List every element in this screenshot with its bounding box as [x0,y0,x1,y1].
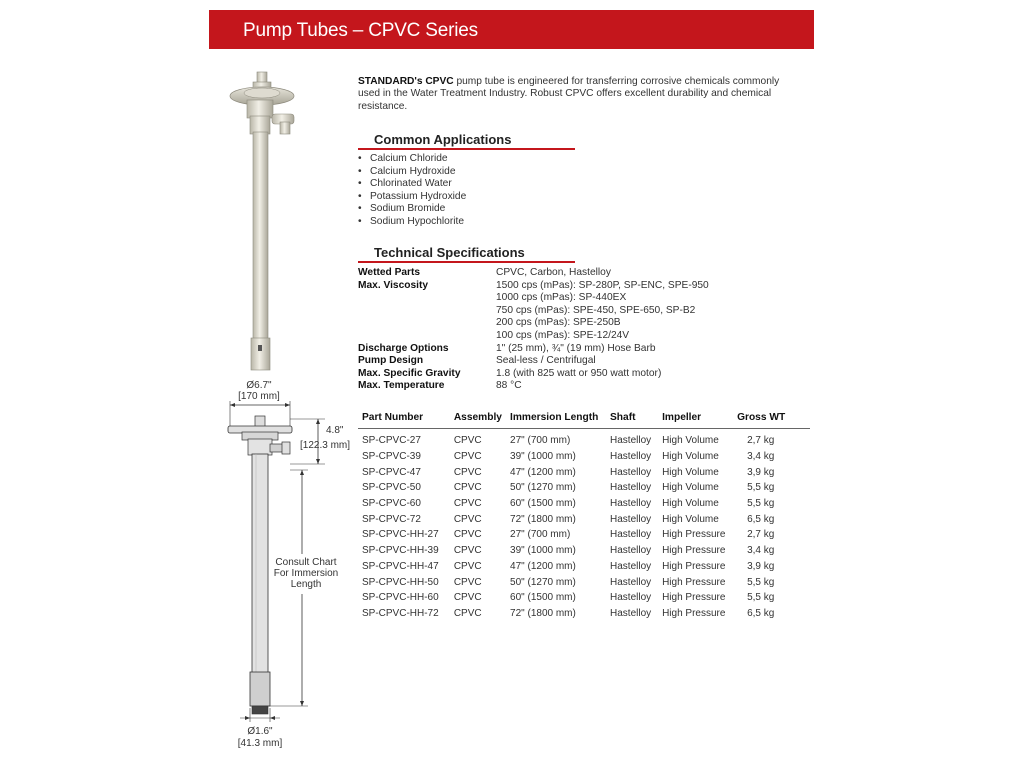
table-cell: SP-CPVC-27 [362,435,421,447]
table-cell: CPVC [453,435,482,447]
spec-value: 200 cps (mPas): SPE-250B [496,317,621,329]
table-cell: SP-CPVC-HH-39 [362,545,439,557]
table-row [358,429,810,449]
table-cell: Hastelloy [610,607,652,619]
table-cell: CPVC [453,576,482,588]
table-row [358,590,810,606]
table-cell: Hastelloy [610,482,652,494]
table-cell: 60" (1500 mm) [510,592,576,604]
column-header: Immersion Length [510,410,610,429]
table-cell: CPVC [453,482,482,494]
table-cell: High Volume [662,482,719,494]
pump-tube-photo [210,70,320,380]
table-cell: 39" (1000 mm) [510,451,576,463]
column-header: Part Number [358,410,454,429]
specs-rule [358,261,575,263]
list-item: • Sodium Bromide [358,203,466,216]
table-row [358,480,810,496]
spec-value: 750 cps (mPas): SPE-450, SPE-650, SP-B2 [496,304,696,316]
spec-row [358,267,778,280]
table-cell: 27" (700 mm) [510,435,571,447]
spec-label: Max. Temperature [358,380,445,392]
table-cell: CPVC [453,560,482,572]
table-cell: 5,5 kg [747,482,775,494]
table-cell: 39" (1000 mm) [510,545,576,557]
table-cell: SP-CPVC-72 [362,513,421,525]
table-cell: Hastelloy [610,513,652,525]
dimension-drawing [210,372,360,762]
table-cell: Hastelloy [610,498,652,510]
table-cell: SP-CPVC-HH-72 [362,607,439,619]
table-cell: CPVC [453,513,482,525]
spec-value: CPVC, Carbon, Hastelloy [496,267,611,278]
applications-list [358,153,466,229]
table-cell: Hastelloy [610,560,652,572]
table-cell: CPVC [453,545,482,557]
height-label: 4.8" [326,425,344,436]
applications-heading: Common Applications [374,132,512,147]
page-title: Pump Tubes – CPVC Series [243,20,478,41]
table-cell: High Pressure [662,545,726,557]
column-header: Impeller [662,410,737,429]
table-cell: Hastelloy [610,592,652,604]
spec-value: Seal-less / Centrifugal [496,355,596,367]
list-item: • Calcium Chloride [358,153,466,166]
page-header [209,10,814,49]
table-cell: SP-CPVC-HH-60 [362,592,439,604]
table-row [358,464,810,480]
table-cell: CPVC [453,451,482,463]
table-cell: CPVC [453,466,482,478]
table-row [358,559,810,575]
column-header: Gross WT [737,410,810,429]
column-header: Shaft [610,410,662,429]
table-cell: 3,9 kg [747,560,775,572]
top-diameter-mm-label: [170 mm] [238,391,280,402]
table-cell: 5,5 kg [747,498,775,510]
table-cell: 6,5 kg [747,513,775,525]
intro-text: pump tube is engineered for transferring corrosive chemicals commonly used in the Water Treatment Industry. Robust CPVC offers excellent durability and chemical resistance. [358,76,780,112]
table-cell: Hastelloy [610,545,652,557]
table-cell: 47" (1200 mm) [510,560,576,572]
spec-value: 1500 cps (mPas): SP-280P, SP-ENC, SPE-950 [496,279,709,291]
spec-value: 88 °C [496,380,522,392]
spec-row [358,280,778,343]
table-cell: High Pressure [662,560,726,572]
table-cell: High Pressure [662,607,726,619]
table-row [358,574,810,590]
table-cell: CPVC [453,592,482,604]
table-row [358,527,810,543]
table-cell: 6,5 kg [747,607,775,619]
table-cell: High Volume [662,498,719,510]
intro-brand: STANDARD's CPVC [358,76,454,87]
top-diameter-label: Ø6.7" [246,380,272,391]
table-row [358,543,810,559]
table-cell: High Pressure [662,576,726,588]
table-cell: Hastelloy [610,451,652,463]
table-cell: SP-CPVC-39 [362,451,421,463]
height-mm-label: [122.3 mm] [300,440,351,451]
table-cell: 3,9 kg [747,466,775,478]
table-cell: 5,5 kg [747,592,775,604]
spec-label: Max. Specific Gravity [358,367,461,379]
specs-heading: Technical Specifications [374,245,525,260]
spec-value: 100 cps (mPas): SPE-12/24V [496,329,630,341]
spec-label: Pump Design [358,355,424,367]
table-cell: SP-CPVC-50 [362,482,421,494]
table-row [358,511,810,527]
applications-rule [358,148,575,150]
table-cell: 27" (700 mm) [510,529,571,541]
parts-table-body [358,429,810,622]
table-cell: 5,5 kg [747,576,775,588]
table-cell: CPVC [453,607,482,619]
table-cell: High Volume [662,513,719,525]
table-cell: 72" (1800 mm) [510,513,576,525]
table-cell: High Pressure [662,592,726,604]
spec-label: Max. Viscosity [358,279,429,291]
length-note-line-1: Consult Chart [275,557,337,568]
table-row [358,449,810,465]
table-cell: Hastelloy [610,529,652,541]
table-cell: 3,4 kg [747,451,775,463]
length-note-line-3: Length [290,579,322,590]
table-cell: SP-CPVC-HH-47 [362,560,439,572]
table-cell: CPVC [453,498,482,510]
table-cell: 50" (1270 mm) [510,482,576,494]
table-cell: 3,4 kg [747,545,775,557]
intro-paragraph [358,76,798,113]
table-cell: 60" (1500 mm) [510,498,576,510]
table-cell: Hastelloy [610,576,652,588]
table-cell: High Volume [662,466,719,478]
table-row [358,496,810,512]
spec-label: Discharge Options [358,342,449,354]
table-cell: SP-CPVC-HH-50 [362,576,439,588]
table-cell: 2,7 kg [747,529,775,541]
list-item: • Potassium Hydroxide [358,191,466,204]
spec-row [358,343,778,356]
specs-list [358,267,778,393]
parts-table [358,410,810,621]
table-header-row [358,410,810,429]
table-cell: Hastelloy [610,466,652,478]
table-cell: SP-CPVC-HH-27 [362,529,439,541]
spec-row [358,368,778,381]
spec-value: 1.8 (with 825 watt or 950 watt motor) [496,367,662,379]
length-note-line-2: For Immersion [273,568,339,579]
bottom-diameter-label: Ø1.6" [247,726,273,737]
table-cell: High Pressure [662,529,726,541]
table-cell: Hastelloy [610,435,652,447]
table-cell: 47" (1200 mm) [510,466,576,478]
table-cell: SP-CPVC-47 [362,466,421,478]
spec-row [358,355,778,368]
table-cell: 50" (1270 mm) [510,576,576,588]
table-cell: 72" (1800 mm) [510,607,576,619]
spec-row [358,380,778,393]
table-cell: CPVC [453,529,482,541]
table-cell: High Volume [662,435,719,447]
list-item: • Calcium Hydroxide [358,166,466,179]
list-item: • Chlorinated Water [358,178,466,191]
list-item: • Sodium Hypochlorite [358,216,466,229]
table-row [358,606,810,622]
table-cell: High Volume [662,451,719,463]
table-cell: SP-CPVC-60 [362,498,421,510]
spec-label: Wetted Parts [358,267,421,278]
column-header: Assembly [454,410,510,429]
bottom-diameter-mm-label: [41.3 mm] [237,738,283,749]
table-cell: 2,7 kg [747,435,775,447]
spec-value: 1000 cps (mPas): SP-440EX [496,292,627,304]
spec-value: 1" (25 mm), ¾" (19 mm) Hose Barb [496,342,656,354]
